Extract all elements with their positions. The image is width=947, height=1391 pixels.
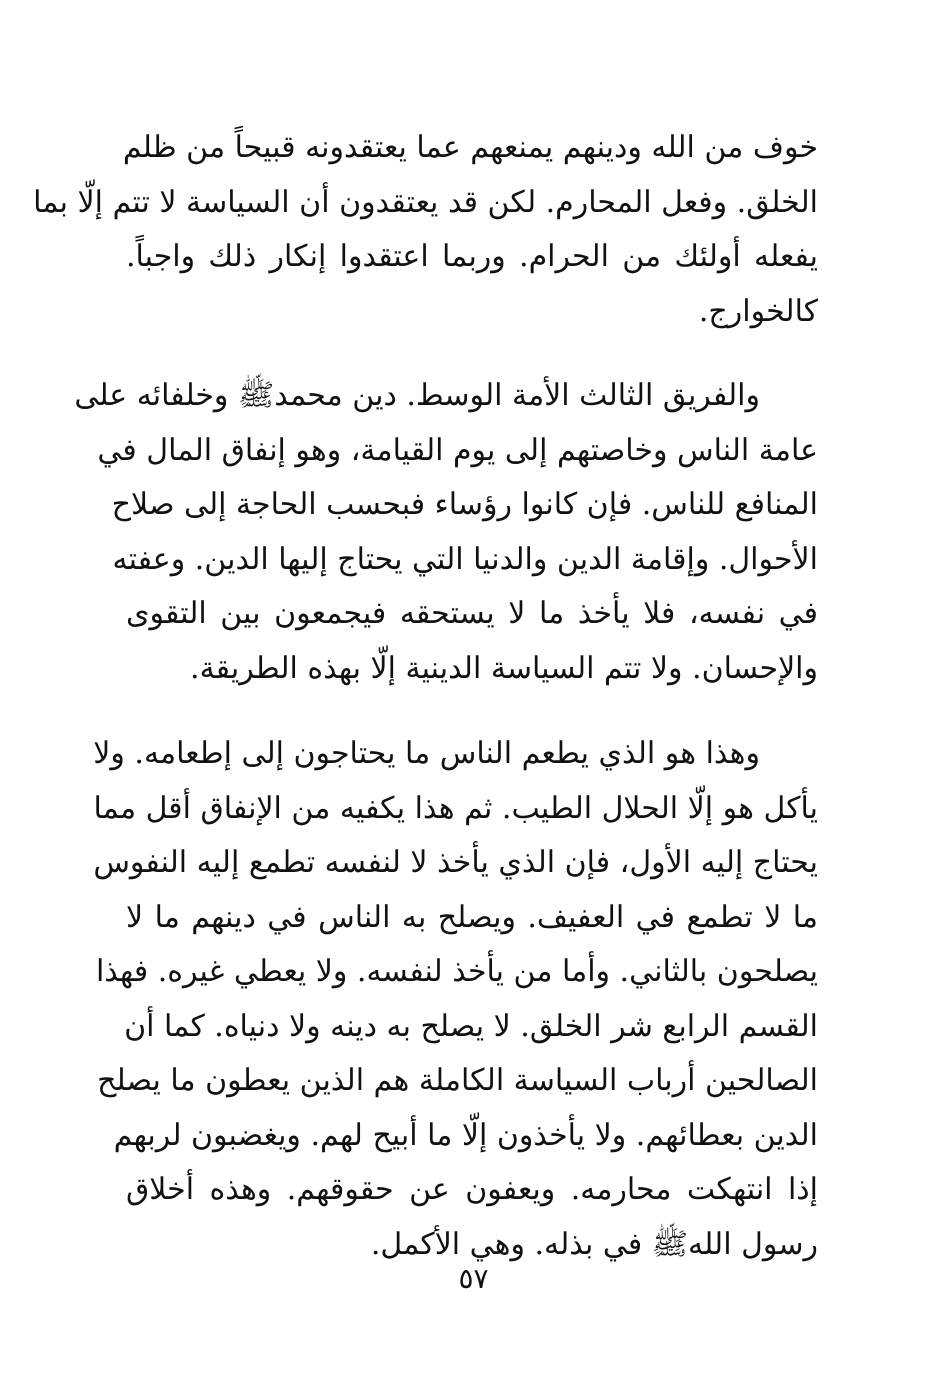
text-line: يفعله أولئك من الحرام. وربما اعتقدوا إنكار ذلك واجباً. — [126, 239, 818, 274]
paragraph-3 — [93, 727, 818, 1272]
text-line: الدين بعطائهم. ولا يأخذون إلّا ما أبيح لهم. ويغضبون لربهم — [113, 1117, 818, 1153]
text-line: الخلق. وفعل المحارم. لكن قد يعتقدون أن السياسة لا تتم إلّا بما — [33, 184, 818, 220]
text-line: الأحوال. وإقامة الدين والدنيا التي يحتاج إليها الدين. وعفته — [112, 541, 818, 577]
text-line: القسم الرابع شر الخلق. لا يصلح به دينه ولا دنياه. كما أن — [124, 1008, 818, 1044]
text-line: كالخوارج. — [698, 293, 818, 329]
text-line: والإحسان. ولا تتم السياسة الدينية إلّا بهذه الطريقة. — [190, 650, 818, 686]
text-line: عامة الناس وخاصتهم إلى يوم القيامة، وهو إنفاق المال في — [97, 432, 818, 468]
text-line: وهذا هو الذي يطعم الناس ما يحتاجون إلى إطعامه. ولا — [93, 736, 760, 771]
text-line: يأكل هو إلّا الحلال الطيب. ثم هذا يكفيه من الإنفاق أقل مما — [93, 790, 818, 826]
text-line: المنافع للناس. فإن كانوا رؤساء فبحسب الحاجة إلى صلاح — [111, 487, 818, 522]
text-line: يصلحون بالثاني. وأما من يأخذ لنفسه. ولا يعطي غيره. فهذا — [95, 954, 818, 989]
paragraph-1 — [33, 121, 818, 339]
text-line: خوف من الله ودينهم يمنعهم عما يعتقدونه قبيحاً من ظلم — [122, 130, 818, 165]
text-line: ما لا تطمع في العفيف. ويصلح به الناس في دينهم ما لا — [126, 899, 818, 935]
text-line: رسول اللهﷺ في بذله. وهي الأكمل. — [370, 1226, 818, 1262]
text-line: إذا انتهكت محارمه. ويعفون عن حقوقهم. وهذه أخلاق — [126, 1172, 818, 1207]
page-number: ٥٧ — [458, 1262, 489, 1295]
text-line: في نفسه، فلا يأخذ ما لا يستحقه فيجمعون بين التقوى — [126, 596, 818, 631]
text-line: والفريق الثالث الأمة الوسط. دين محمدﷺ وخلفائه على — [74, 378, 760, 413]
paragraph-2 — [74, 369, 818, 696]
text-line: يحتاج إليه الأول، فإن الذي يأخذ لا لنفسه تطمع إليه النفوس — [93, 845, 818, 880]
text-line: الصالحين أرباب السياسة الكاملة هم الذين يعطون ما يصلح — [97, 1063, 818, 1098]
